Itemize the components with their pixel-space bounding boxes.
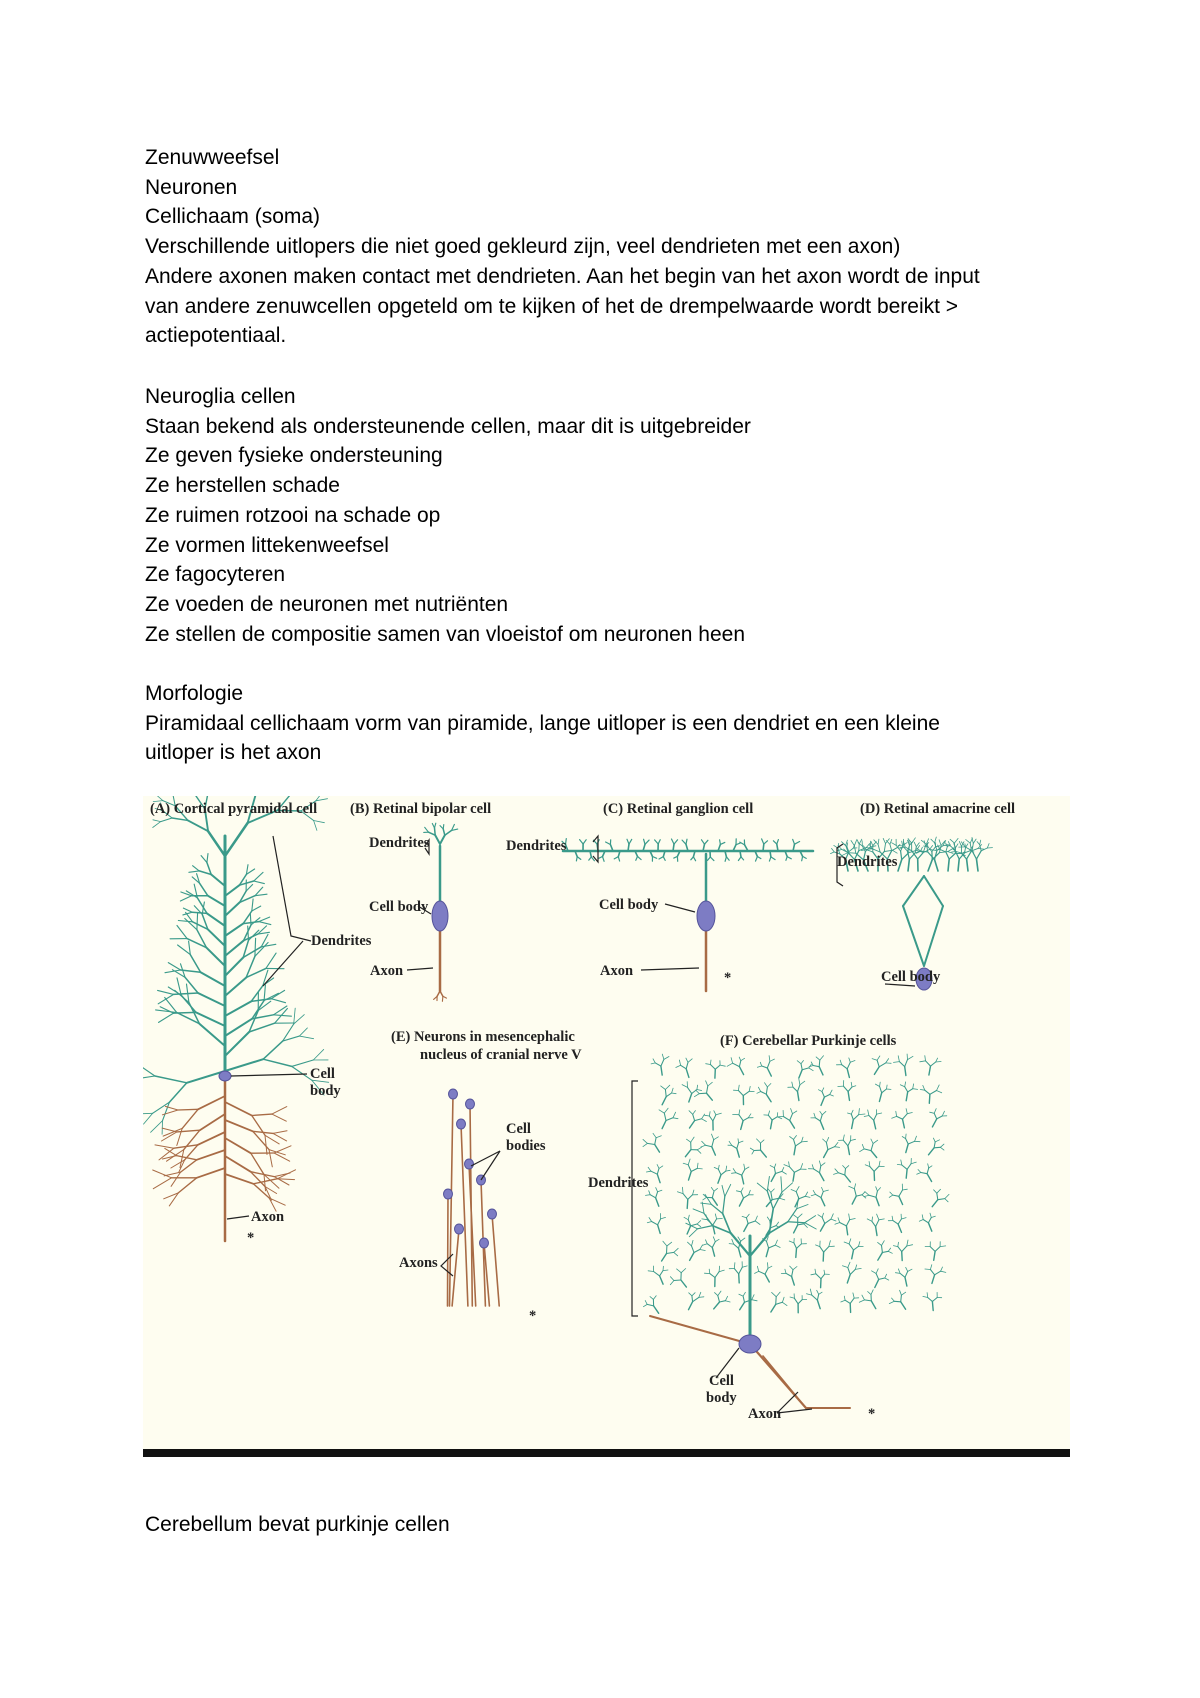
bipolar-dendrite xyxy=(435,828,436,835)
text-line: Staan bekend als ondersteunende cellen, maar dit is uitgebreider xyxy=(145,414,751,438)
purkinje-dendrite xyxy=(902,1252,903,1261)
dendrite-branch xyxy=(248,926,249,940)
panel-a-dendrites-label: Dendrites xyxy=(311,933,372,949)
panel-f-star: * xyxy=(868,1406,876,1422)
purkinje-dendrite xyxy=(687,1199,688,1208)
purkinje-dendrite xyxy=(739,1274,740,1283)
bipolar-soma xyxy=(432,901,448,931)
heading-neuroglia: Neuroglia cellen xyxy=(145,385,296,408)
heading-zenuwweefsel: Zenuwweefsel xyxy=(145,146,280,169)
bipolar-dendrite xyxy=(443,825,444,829)
neuron-morphology-figure xyxy=(143,796,1070,1457)
panel-c-title: (C) Retinal ganglion cell xyxy=(603,801,754,817)
text-line: Ze geven fysieke ondersteuning xyxy=(145,444,443,468)
panel-a-body-label: body xyxy=(310,1083,341,1099)
panel-a-cell-label: Cell xyxy=(310,1066,335,1082)
mesencephalic-axon xyxy=(448,1194,449,1306)
panel-d-title: (D) Retinal amacrine cell xyxy=(860,801,1016,817)
ganglion-dendrite xyxy=(740,851,741,857)
panel-f-cell-label: Cell xyxy=(709,1373,734,1389)
text-line: Cerebellum bevat purkinje cellen xyxy=(145,1513,450,1536)
pyramidal-soma xyxy=(219,1071,231,1081)
purkinje-dendrite xyxy=(901,1295,902,1302)
text-line: van andere zenuwcellen opgeteld om te kijken of het de drempelwaarde wordt bereikt > xyxy=(145,294,959,318)
bipolar-terminal xyxy=(442,996,443,1001)
ganglion-dendrite xyxy=(673,844,674,851)
heading-neuronen: Neuronen xyxy=(145,175,238,199)
panel-d-dendrites-label: Dendrites xyxy=(837,854,898,870)
ganglion-dendrite xyxy=(628,844,629,851)
axon-collateral xyxy=(178,1109,198,1110)
purkinje-dendrite xyxy=(776,1297,777,1305)
purkinje-dendrite xyxy=(777,1113,778,1117)
figure-background xyxy=(143,796,1070,1449)
morfologie-section xyxy=(145,679,1065,768)
purkinje-dendrite xyxy=(796,1248,797,1257)
amacrine-dendrite xyxy=(952,852,956,853)
panel-a-star: * xyxy=(247,1230,255,1246)
heading-morfologie: Morfologie xyxy=(145,682,244,705)
figure-bottom-bar xyxy=(143,1449,1070,1457)
panel-e-title-line2: nucleus of cranial nerve V xyxy=(420,1047,582,1063)
amacrine-dendrite xyxy=(954,843,955,850)
text-line: uitloper is het axon xyxy=(145,741,322,765)
mesencephalic-soma xyxy=(444,1189,453,1199)
text-line: Cellichaam (soma) xyxy=(145,205,321,229)
panel-e-axons-label: Axons xyxy=(399,1255,438,1271)
purkinje-dendrite xyxy=(906,1169,907,1178)
text-line: actiepotentiaal. xyxy=(145,324,287,348)
mesencephalic-soma xyxy=(465,1159,474,1169)
cerebellum-section xyxy=(145,1510,1065,1540)
panel-b-cell-body-label: Cell body xyxy=(369,899,429,915)
panel-e-title-line1: (E) Neurons in mesencephalic xyxy=(391,1029,575,1045)
panel-f-axon-label: Axon xyxy=(748,1406,782,1422)
intro-section xyxy=(145,143,1065,351)
panel-b-axon-label: Axon xyxy=(370,963,404,979)
panel-c-axon-label: Axon xyxy=(600,963,634,979)
purkinje-dendrite xyxy=(934,1147,940,1148)
ganglion-dendrite xyxy=(720,840,721,845)
purkinje-dendrite xyxy=(674,1280,681,1281)
panel-b-title: (B) Retinal bipolar cell xyxy=(350,801,492,817)
text-line: Ze fagocyteren xyxy=(145,563,286,587)
panel-e-cell-label: Cell xyxy=(506,1121,531,1137)
panel-f-body-label: body xyxy=(706,1390,737,1406)
panel-c-dendrites-label: Dendrites xyxy=(506,838,567,854)
dendrite-branch xyxy=(250,913,251,925)
panel-c-star: * xyxy=(724,970,732,986)
mesencephalic-soma xyxy=(457,1119,466,1129)
dendrite-branch xyxy=(255,938,256,956)
ganglion-dendrite xyxy=(763,844,764,851)
panel-b-dendrites-label: Dendrites xyxy=(369,835,430,851)
panel-f-title: (F) Cerebellar Purkinje cells xyxy=(720,1033,897,1049)
mesencephalic-soma xyxy=(449,1089,458,1099)
purkinje-dendrite xyxy=(697,1168,702,1169)
text-line: Verschillende uitlopers die niet goed gekleurd zijn, veel dendrieten met een axon) xyxy=(145,235,901,259)
text-line: Ze ruimen rotzooi na schade op xyxy=(145,503,441,527)
ganglion-dendrite xyxy=(576,857,577,861)
panel-e-bodies-label: bodies xyxy=(506,1138,546,1154)
text-line: Ze stellen de compositie samen van vloeistof om neuronen heen xyxy=(145,622,746,646)
purkinje-dendrite xyxy=(683,1187,684,1193)
mesencephalic-soma xyxy=(488,1209,497,1219)
purkinje-dendrite xyxy=(932,1302,933,1311)
purkinje-dendrite xyxy=(819,1060,820,1067)
purkinje-dendrite xyxy=(894,1301,900,1302)
text-line: Ze herstellen schade xyxy=(145,474,340,498)
text-line: Andere axonen maken contact met dendrieten. Aan het begin van het axon wordt de input xyxy=(145,264,980,288)
neuroglia-section xyxy=(145,382,1065,649)
mesencephalic-soma xyxy=(455,1224,464,1234)
mesencephalic-soma xyxy=(480,1238,489,1248)
purkinje-dendrite xyxy=(929,1094,930,1103)
panel-f-dendrites-label: Dendrites xyxy=(588,1175,649,1191)
text-line: Piramidaal cellichaam vorm van piramide, lange uitloper is een dendriet en een kleine xyxy=(145,711,940,735)
purkinje-dendrite xyxy=(845,1169,846,1175)
purkinje-dendrite xyxy=(906,1134,907,1139)
panel-d-cell-body-label: Cell body xyxy=(881,969,941,985)
purkinje-dendrite xyxy=(936,1062,941,1063)
dendrite-branch xyxy=(197,913,198,930)
purkinje-dendrite xyxy=(925,1269,931,1270)
purkinje-soma xyxy=(739,1335,761,1353)
panel-e-star: * xyxy=(529,1308,537,1324)
purkinje-dendrite xyxy=(768,1263,769,1269)
purkinje-dendrite xyxy=(729,1244,734,1245)
purkinje-dendrite xyxy=(719,1266,720,1272)
panel-c-cell-body-label: Cell body xyxy=(599,897,659,913)
text-line: Ze vormen littekenweefsel xyxy=(145,533,389,557)
purkinje-dendrite xyxy=(692,1296,693,1302)
ganglion-dendrite xyxy=(770,851,771,857)
panel-a-title: (A) Cortical pyramidal cell xyxy=(150,801,318,817)
panel-a-axon-label: Axon xyxy=(251,1209,285,1225)
text-line: Ze voeden de neuronen met nutriënten xyxy=(145,592,509,616)
ganglion-soma xyxy=(697,901,715,931)
mesencephalic-soma xyxy=(466,1099,475,1109)
